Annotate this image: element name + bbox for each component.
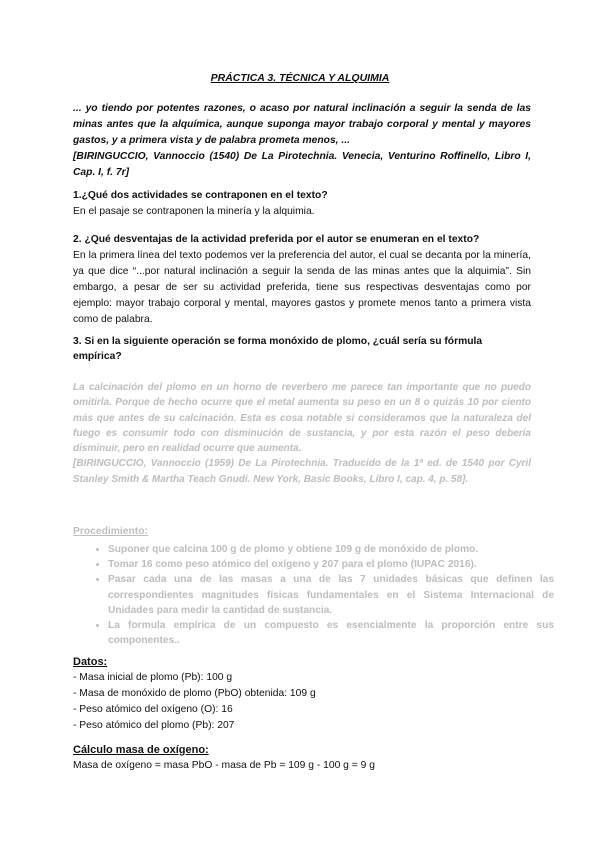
question-2 [73, 233, 531, 328]
question-2-heading: 2. ¿Qué desventajas de la actividad preferida por el autor se enumeran en el texto? [73, 234, 480, 245]
question-1 [73, 189, 531, 220]
question-2-answer: En la primera línea del texto podemos ver la preferencia del autor, el cual se decanta por la minería, ya que dice “...por natural inclinación a seguir la senda de las minas antes que la alquimia”. Sin embargo, a pesar de ser su actividad preferida, tiene sus respectivas desventajas como por ejemplo: mayor trabajo corporal y mental, mayores gastos y promete menos tanto a primera vista como de palabra. [73, 249, 531, 325]
question-1-answer: En el pasaje se contraponen la minería y la alquimia. [73, 205, 315, 217]
datos-item: - Peso atómico del oxígeno (O): 16 [73, 704, 233, 715]
procedure-step: • Tomar 16 como peso atómico del oxígeno y 207 para el plomo (IUPAC 2016). [108, 557, 554, 572]
question-3 [73, 335, 531, 364]
calculo-section [73, 744, 531, 774]
question-3-heading: 3. Si en la siguiente operación se forma monóxido de plomo, ¿cuál sería su fórmula empírica? [73, 336, 483, 362]
datos-item: - Peso atómico del plomo (Pb): 207 [73, 720, 235, 731]
procedure-step: • Suponer que calcina 100 g de plomo y obtiene 109 g de monóxido de plomo. [108, 542, 554, 557]
epigraph [73, 101, 531, 181]
procedure-heading: Procedimiento: [73, 526, 148, 537]
procedure-list [84, 542, 554, 648]
datos-heading: Datos: [73, 656, 108, 668]
datos-section [73, 656, 531, 734]
passage-text: La calcinación del plomo en un horno de reverbero me parece tan importante que no puedo omitirla. Porque de hecho ocurre que el metal aumenta su peso en un 8 o quizás 10 por ciento más que antes de su calcinación. Esta es cosa notable si consideramos que la naturaleza del fuego es consumir todo con disminución de sustancia, y por esta razón el peso debería disminuir, pero en realidad ocurre que aumenta. [73, 382, 531, 455]
procedure-step: • Pasar cada una de las masas a una de las 7 unidades básicas que definen las correspondientes magnitudes físicas fundamentales en el Sistema Internacional de Unidades para medir la cantidad de sustancia. [108, 572, 554, 618]
page-title: PRÁCTICA 3. TÉCNICA Y ALQUIMIA [210, 72, 390, 84]
passage-citation: [BIRINGUCCIO, Vannoccio (1959) De La Pirotechnia. Traducido de la 1ª ed. de 1540 por Cyril Stanley Smith & Martha Teach Gnudi. New York, Basic Books, Libro I, cap. 4, p. 58]. [73, 458, 531, 485]
calculo-heading: Cálculo masa de oxígeno: [73, 744, 209, 756]
passage [73, 380, 531, 487]
calculo-formula: Masa de oxígeno = masa PbO - masa de Pb = 109 g - 100 g = 9 g [73, 760, 375, 771]
epigraph-citation: [BIRINGUCCIO, Vannoccio (1540) De La Pirotechnia. Venecia, Venturino Roffinello, Libro I, Cap. I, f. 7r] [73, 151, 531, 178]
question-1-heading: 1.¿Qué dos actividades se contraponen en el texto? [73, 190, 328, 201]
procedure-step: • La formula empírica de un compuesto es esencialmente la proporción entre sus componentes.. [108, 618, 554, 648]
datos-item: - Masa de monóxido de plomo (PbO) obtenida: 109 g [73, 688, 316, 699]
datos-item: - Masa inicial de plomo (Pb): 100 g [73, 672, 233, 683]
epigraph-text: ... yo tiendo por potentes razones, o acaso por natural inclinación a seguir la senda de las minas antes que la alquímica, aunque suponga mayor trabajo corporal y mental y mayores gastos, y a primera vista y de palabra prometa menos, ... [73, 103, 531, 146]
